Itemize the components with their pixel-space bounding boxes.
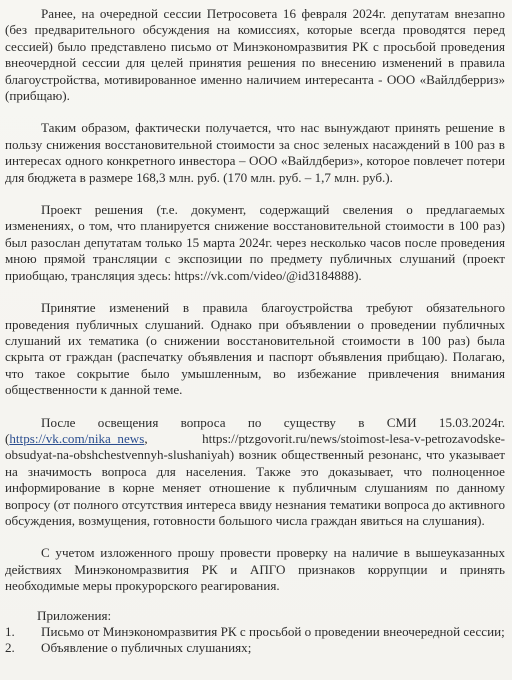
appendix-item-text: Письмо от Минэкономразвития РК с просьбой о проведении внеочередной сессии; xyxy=(41,624,505,639)
appendix-title: Приложения: xyxy=(37,607,112,623)
document-body xyxy=(5,6,505,667)
paragraph-6: С учетом изложенного прошу провести проверку на наличие в вышеуказанных действиях Минэкономразвития РК и АПГО признаков коррупции и принять необходимые меры прокурорского реагирования. xyxy=(5,545,505,594)
appendix-item-text: Объявление о публичных слушаниях; xyxy=(41,640,252,656)
paragraph-5-text-after: , https://ptzgovorit.ru/news/stoimost-lesa-v-petrozavodske-obsudyat-na-obshchestvennyh-slushaniyah) возник общественный резонанс, что указывает на значимость вопроса для населения. Также это доказывает, что полноценное информирование в корне меняет отношение к публичным слушаниям по данному вопросу (от полного отсутствия интереса ввиду незнания тематики вопроса до активного обсуждения, возмущения, готовности большого числа граждан явиться на слушания). xyxy=(5,430,505,528)
paragraph-1: Ранее, на очередной сессии Петросовета 16 февраля 2024г. депутатам внезапно (без предварительного обсуждения на комиссиях, которые всегда проводятся перед сессией) было представлено письмо от Минэкономразвития РК с просьбой проведения внеочердной сессии для целей принятия решения по внесению изменений в правила благоустройства, мотивированное именно наличием интересанта - ООО «Вайлдберриз» (прибщаю). xyxy=(5,6,505,104)
appendix-item-number: 2. xyxy=(5,640,15,656)
paragraph-2: Таким образом, фактически получается, что нас вынуждают принять решение в пользу снижения восстановительной стоимости за снос зеленых насаждений в 100 раз в интересах одного конкретного инвестора – ООО «Вайлдбериз», которое повлечет потери для бюджета в размере 168,3 млн. руб. (170 млн. руб. – 1,7 млн. руб.). xyxy=(5,120,505,185)
appendix-list xyxy=(5,624,505,657)
vk-nika-news-link[interactable]: https://vk.com/nika_news xyxy=(9,430,145,446)
cut-off-line xyxy=(5,657,505,667)
paragraph-5-text-before: После освещения вопроса по существу в СМИ 15.03.2024г. ( xyxy=(5,414,505,446)
paragraph-5 xyxy=(5,415,505,530)
appendix-item-number: 1. xyxy=(5,624,15,639)
paragraph-3: Проект решения (т.е. документ, содержащий свеления о предлагаемых изменениях, о том, что планируется снижение восстановительной стоимости в 100 раз) был разослан депутатам только 15 марта 2024г. через несколько часов после проведения мною прямой трансляции с экспозиции по предмету публичных слушаний (проект приобщаю, трансляция здесь: https://vk.com/video/@id3184888). xyxy=(5,202,505,283)
appendix-item xyxy=(5,624,505,640)
appendix-item xyxy=(5,640,505,656)
paragraph-4: Принятие изменений в правила благоустройства требуют обязательного проведения публичных слушаний. Однако при объявлении о проведении публичных слушаний их тематика (о снижении восстановительной стоимости в 100 раз) была скрыта от граждан (распечатку объявления и паспорт объявления прибщаю). Полагаю, что такое сокрытие было умышленным, во избежание привлечения внимания общественности к данной теме. xyxy=(5,300,505,398)
